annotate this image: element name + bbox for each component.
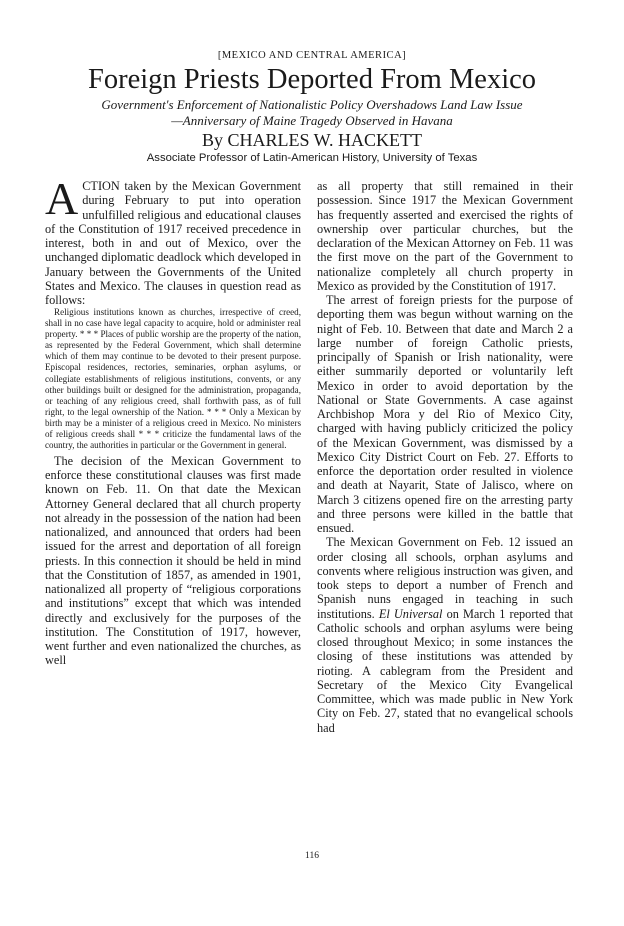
paragraph-decision: The decision of the Mexican Government to enforce these constitutional clauses was first made known on Feb. 11. On that date the Mexican Attorney General declared that all church property not already in the possession of the nation had been nationalized, and announced that orders had been issued for the arrest and deportation of all foreign priests. In this connection it should be held in mind that the Constitution of 1857, as amended in 1901, nationalized all property of “religious corporations and institutions” except that which was intended directly and exclusively for the purposes of the institution. The Constitution of 1917, however, went further and even nationalized the churches, as well bbox=[45, 453, 301, 668]
subtitle-line-2: —Anniversary of Maine Tragedy Observed in Havana bbox=[171, 113, 453, 128]
drop-cap: A bbox=[45, 179, 79, 224]
paragraph-schools-tail: on March 1 reported that Catholic schools and orphan asylums were being closed throughout Mexico; in some instances the closing of these institutions was attended by rioting. A cablegram from the President and Secretary of the Mexico City Evangelical Committee, which was made public in New York City on Feb. 27, stated that no evangelical schools had bbox=[317, 606, 573, 735]
paragraph-continued: as all property that still remained in their possession. Since 1917 the Mexican Government has frequently asserted and exercised the rights of ownership over particular churches, but the declaration of the Mexican Attorney on Feb. 11 was the first move on the part of the Government to nationalize completely all church property in Mexico as provided by the Constitution of 1917. bbox=[317, 179, 573, 293]
newspaper-name: El Universal bbox=[378, 606, 443, 621]
byline: By CHARLES W. HACKETT bbox=[201, 130, 423, 150]
page-number: 116 bbox=[305, 851, 319, 861]
article-title: Foreign Priests Deported From Mexico bbox=[87, 64, 537, 95]
paragraph-schools-text: The Mexican Government on Feb. 12 issued an order closing all schools, orphan asylums and convents where religious instruction was given, and took steps to deport a number of French and Spanish nuns engaged in teaching in such institutions. bbox=[317, 535, 573, 621]
opening-paragraph-text: CTION taken by the Mexican Government during February to put into operation unfulfilled religious and educational clauses of the Constitution of 1917 received precedence in interest, both in and out of Mexico, over the unchanged diplomatic deadlock which developed in January between the Governments of the United States and Mexico. The clauses in question read as follows: bbox=[45, 179, 301, 307]
section-tag: [MEXICO AND CENTRAL AMERICA] bbox=[217, 50, 407, 61]
paragraph-schools bbox=[317, 535, 573, 735]
paragraph-arrests: The arrest of foreign priests for the purpose of deporting them was begun without warning on the night of Feb. 10. Between that date and March 2 a large number of foreign Catholic priests, principally of Spanish or Irish nationality, were either summarily deported or voluntarily left Mexico in order to avoid deportation by the National or State Governments. A case against Archbishop Mora y del Rio of Mexico City, charged with having publicly criticized the policy of the Mexican Government, was dismissed by a Mexico City District Court on Feb. 27. Efforts to enforce the deportation order resulted in violence and death at Nayarit, State of Jalisco, where on March 3 citizens opened fire on the arresting party and three persons were killed in the battle that ensued. bbox=[317, 293, 573, 535]
right-column bbox=[317, 179, 573, 844]
constitution-quote: Religious institutions known as churches, irrespective of creed, shall in no case have legal capacity to acquire, hold or administer real property. * * * Places of public worship are the property of the nation, as represented by the Federal Government, which shall determine which of them may continue to be devoted to their present purpose. Episcopal residences, rectories, seminaries, orphan asylums, or collegiate establishments of religious institutions, convents, or any other buildings built or designed for the administration, propaganda, or teaching of any religious creed, shall forthwith pass, as of full right, to the legal ownership of the Nation. * * * Only a Mexican by birth may be a minister of a religious creed in Mexico. No ministers of religious creeds shall * * * criticize the fundamental laws of the country, the authorities in particular or the Government in general. bbox=[45, 307, 301, 450]
author-affiliation: Associate Professor of Latin-American History, University of Texas bbox=[146, 152, 478, 164]
subtitle-line-1: Government's Enforcement of Nationalistic Policy Overshadows Land Law Issue bbox=[101, 97, 523, 112]
left-column bbox=[45, 179, 301, 844]
opening-paragraph bbox=[45, 179, 301, 307]
